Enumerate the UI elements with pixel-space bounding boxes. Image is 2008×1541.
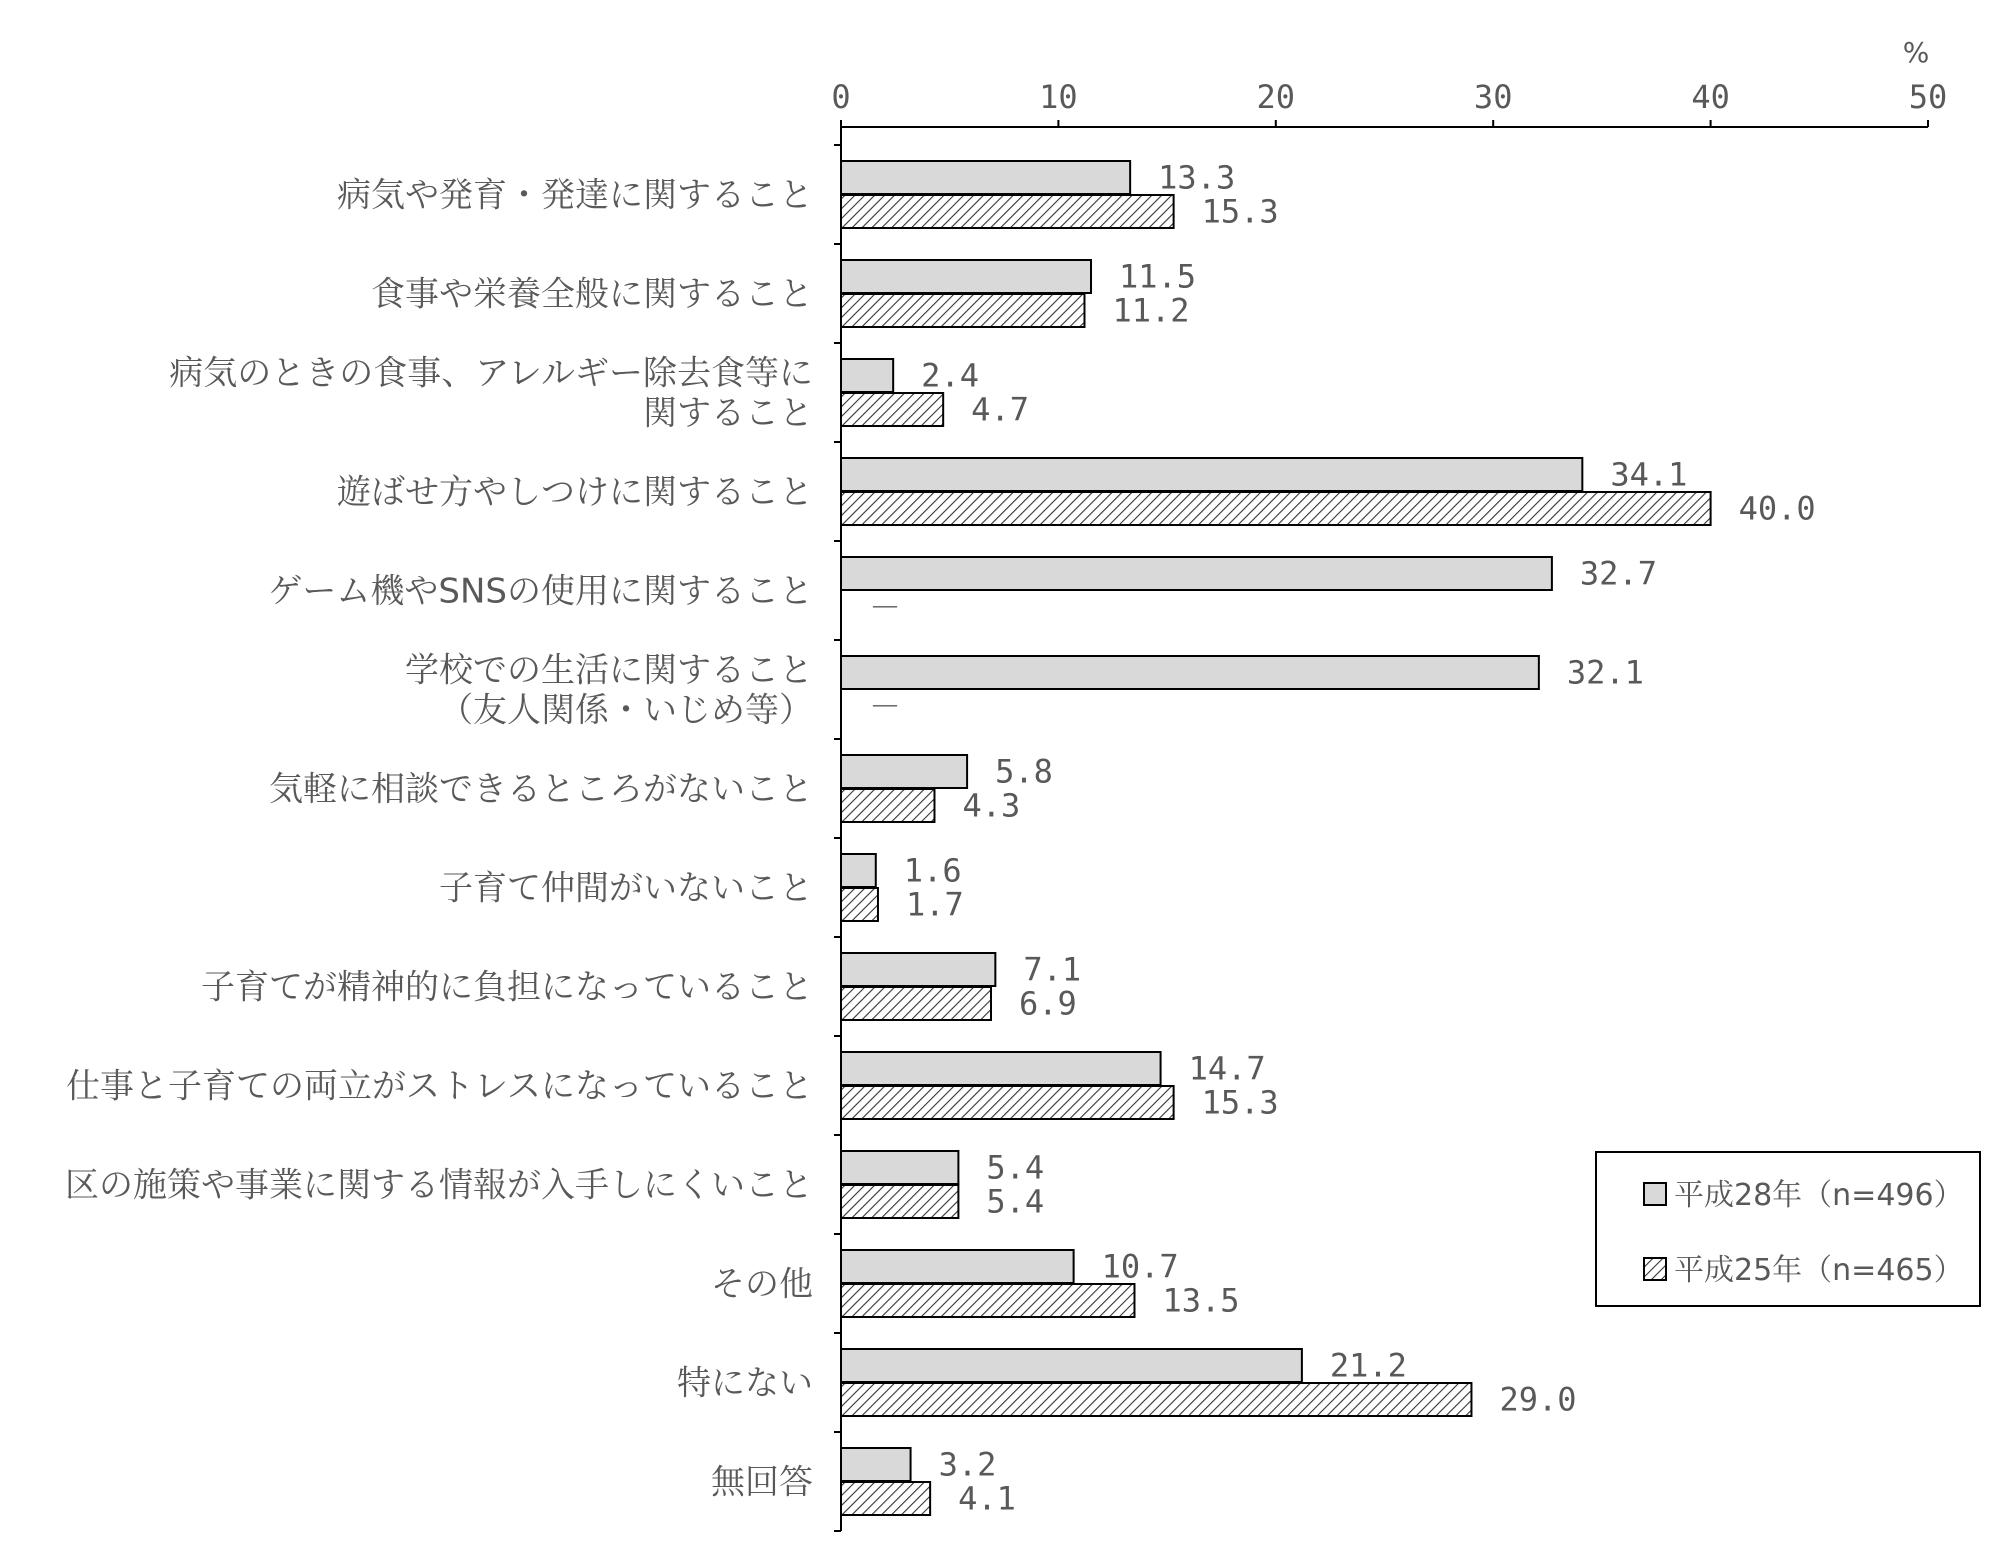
- bar-h28: [841, 953, 995, 986]
- bar-h28: [841, 1349, 1302, 1382]
- data-label: 3.2: [938, 1445, 997, 1484]
- x-tick-label: 40: [1691, 78, 1730, 116]
- unit-label: %: [1902, 36, 1930, 69]
- data-label: 40.0: [1738, 489, 1816, 528]
- legend-swatch-h25: [1644, 1258, 1666, 1280]
- x-tick-label: 10: [1039, 78, 1078, 116]
- data-label: 11.5: [1119, 257, 1197, 296]
- category-label: 気軽に相談できるところがないこと: [269, 769, 813, 810]
- data-label: 6.9: [1019, 984, 1077, 1023]
- category-label: 病気のときの食事、アレルギー除去食等に: [169, 353, 813, 394]
- bar-h28: [841, 1448, 911, 1481]
- legend-label: 平成25年（n=465）: [1674, 1253, 1964, 1288]
- bar-h25: [841, 1383, 1471, 1416]
- category-label: 無回答: [711, 1462, 813, 1503]
- bar-h28: [841, 1250, 1074, 1283]
- data-label: 2.4: [921, 356, 979, 395]
- bar-h28: [841, 161, 1130, 194]
- category-label: その他: [711, 1264, 813, 1305]
- data-label: 29.0: [1499, 1380, 1577, 1419]
- data-label: 5.8: [995, 752, 1053, 791]
- data-label: 10.7: [1101, 1247, 1179, 1286]
- bar-h25: [841, 1086, 1174, 1119]
- category-label: 仕事と子育ての両立がストレスになっていること: [66, 1066, 813, 1107]
- data-label: 5.4: [986, 1182, 1045, 1221]
- bar-h25: [841, 888, 878, 921]
- bar-h25: [841, 294, 1084, 327]
- bar-h25: [841, 1284, 1134, 1317]
- legend: [1596, 1152, 1980, 1306]
- data-label: 15.3: [1201, 1083, 1279, 1122]
- data-label: 14.7: [1188, 1049, 1266, 1088]
- data-label: 7.1: [1023, 950, 1082, 989]
- data-label: 4.7: [971, 390, 1029, 429]
- bar-h25: [841, 789, 934, 822]
- data-label: 11.2: [1112, 291, 1190, 330]
- x-tick-label: 0: [831, 78, 851, 116]
- bar-h28: [841, 1052, 1161, 1085]
- category-label: 病気や発育・発達に関すること: [337, 175, 813, 216]
- category-label: 学校での生活に関すること: [405, 650, 813, 691]
- data-label: 4.1: [958, 1479, 1016, 1518]
- bar-h28: [841, 854, 876, 887]
- x-tick-label: 20: [1256, 78, 1296, 116]
- data-label: 1.7: [905, 885, 964, 924]
- bar-h28: [841, 458, 1582, 491]
- category-label: 遊ばせ方やしつけに関すること: [337, 472, 813, 513]
- data-label: 4.3: [962, 786, 1021, 825]
- category-label: ゲーム機やSNSの使用に関すること: [268, 571, 813, 612]
- category-label: 食事や栄養全般に関すること: [371, 274, 813, 315]
- data-label: 13.5: [1162, 1281, 1240, 1320]
- data-label: －: [869, 588, 902, 627]
- x-tick-label: 30: [1473, 78, 1513, 116]
- legend-label: 平成28年（n=496）: [1674, 1178, 1964, 1213]
- data-label: 32.1: [1566, 653, 1644, 692]
- category-label: （友人関係・いじめ等）: [439, 690, 813, 731]
- category-label: 区の施策や事業に関する情報が入手しにくいこと: [65, 1165, 813, 1206]
- category-label: 子育てが精神的に負担になっていること: [201, 967, 813, 1008]
- data-label: 15.3: [1201, 192, 1279, 231]
- data-label: 5.4: [986, 1148, 1045, 1187]
- data-label: 13.3: [1158, 158, 1236, 197]
- bar-h25: [841, 1185, 958, 1218]
- data-label: －: [869, 687, 902, 726]
- category-label: 特にない: [677, 1363, 813, 1404]
- data-label: 21.2: [1329, 1346, 1407, 1385]
- bar-h28: [841, 656, 1539, 689]
- bar-h28: [841, 755, 967, 788]
- data-label: 32.7: [1579, 554, 1657, 593]
- bar-h28: [841, 1151, 958, 1184]
- bar-h25: [841, 393, 943, 426]
- category-label: 関すること: [643, 393, 813, 434]
- bar-h28: [841, 359, 893, 392]
- bar-h25: [841, 987, 991, 1020]
- data-label: 1.6: [903, 851, 962, 890]
- bar-h28: [841, 557, 1552, 590]
- bar-h25: [841, 195, 1174, 228]
- x-tick-label: 50: [1908, 78, 1948, 116]
- bar-h25: [841, 1482, 930, 1515]
- category-label: 子育て仲間がいないこと: [439, 868, 813, 909]
- bar-h28: [841, 260, 1091, 293]
- bar-h25: [841, 492, 1711, 525]
- data-label: 34.1: [1610, 455, 1688, 494]
- legend-swatch-h28: [1644, 1183, 1666, 1205]
